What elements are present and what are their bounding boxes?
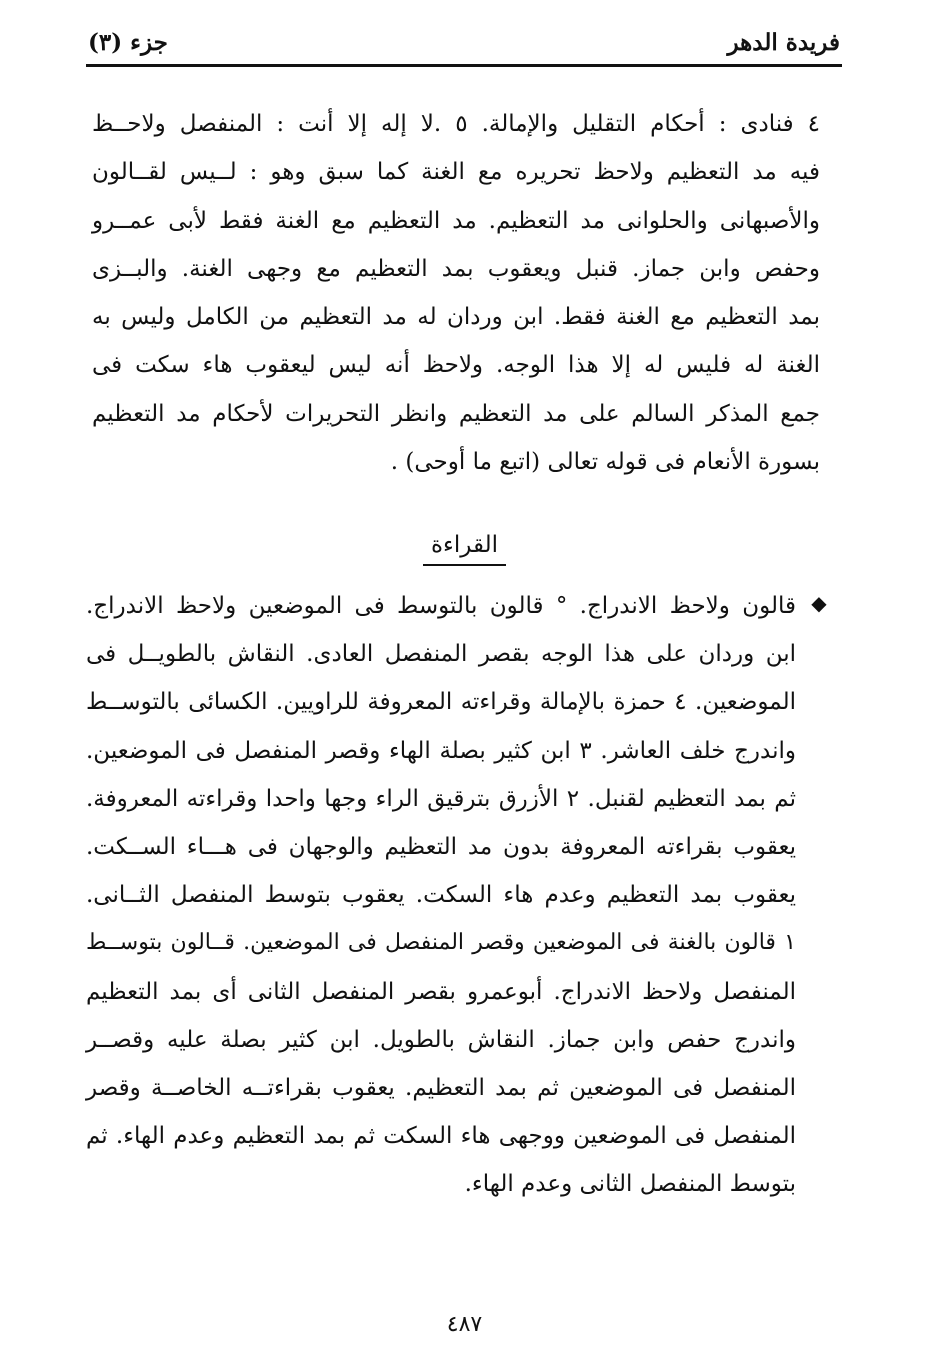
reading-line: واندرج حفص وابن جماز. النقاش بالطويل. ابن كثير بصلة عليه وقصــر bbox=[86, 1026, 796, 1053]
reading-line: يعقوب بمد التعظيم وعدم هاء السكت. يعقوب بتوسط المنفصل الثــانى. bbox=[86, 882, 796, 909]
intro-paragraph bbox=[92, 100, 820, 486]
intro-line: والأصبهانى والحلوانى مد التعظيم. مد التعظيم مع الغنة فقط لأبى عمــرو bbox=[92, 207, 820, 234]
reading-line: يعقوب بقراءته المعروفة بدون مد التعظيم والوجهان فى هـــاء الســكت. bbox=[86, 834, 796, 861]
reading-line: واندرج خلف العاشر. ٣ ابن كثير بصلة الهاء وقصر المنفصل فى الموضعين. bbox=[86, 737, 796, 764]
reading-line: المنفصل فى الموضعين ثم بمد التعظيم. يعقوب بقراءتــه الخاصــة وقصر bbox=[86, 1075, 796, 1102]
intro-line: بمد التعظيم مع الغنة فقط. ابن وردان له مد التعظيم من الكامل وليس به bbox=[92, 304, 820, 331]
intro-line: الغنة له فليس له إلا هذا الوجه. ولاحظ أنه ليس ليعقوب هاء سكت فى bbox=[92, 352, 820, 379]
reading-line: المنفصل فى الموضعين ووجهى هاء السكت ثم بمد التعظيم وعدم الهاء. ثم bbox=[86, 1123, 796, 1150]
reading-line: المنفصل ولاحظ الاندراج. أبوعمرو بقصر المنفصل الثانى أى بمد التعظيم bbox=[86, 978, 796, 1005]
reading-paragraph bbox=[86, 582, 796, 1209]
page-number: ٤٨٧ bbox=[446, 1312, 483, 1337]
reading-line: الموضعين. ٤ حمزة بالإمالة وقراءته المعروفة للراويين. الكسائى بالتوســط bbox=[86, 689, 796, 716]
reading-line: بتوسط المنفصل الثانى وعدم الهاء. bbox=[464, 1171, 796, 1198]
intro-line: وحفص وابن جماز. قنبل ويعقوب بمد التعظيم مع وجهى الغنة. والبــزى bbox=[92, 255, 820, 282]
intro-line: جمع المذكر السالم على مد التعظيم وانظر التحريرات لأحكام مد التعظيم bbox=[92, 400, 820, 427]
diamond-bullet-icon: ◆ bbox=[811, 591, 827, 615]
reading-line: ابن وردان على هذا الوجه بقصر المنفصل العادى. النقاش بالطويــل فى bbox=[86, 641, 796, 668]
reading-line: ١ قالون بالغنة فى الموضعين وقصر المنفصل فى الموضعين. قــالون بتوســط bbox=[86, 930, 796, 956]
intro-line: ٤ فنادى : أحكام التقليل والإمالة. ٥ .لا إله إلا أنت : المنفصل ولاحــظ bbox=[92, 111, 820, 137]
page-header bbox=[88, 22, 840, 62]
section-heading-container bbox=[0, 532, 929, 566]
book-title: فريدة الدهر bbox=[727, 28, 840, 56]
intro-line: فيه مد التعظيم ولاحظ تحريره مع الغنة كما سبق وهو : لــيس لقــالون bbox=[92, 159, 820, 186]
header-divider bbox=[86, 64, 842, 67]
intro-line: بسورة الأنعام فى قوله تعالى (اتبع ما أوحى) . bbox=[390, 449, 820, 476]
reading-line: ثم بمد التعظيم لقنبل. ٢ الأزرق بترقيق الراء وجها واحدا وقراءته المعروفة. bbox=[86, 785, 796, 812]
part-label: جزء (٣) bbox=[88, 28, 168, 56]
section-title: القراءة bbox=[423, 532, 506, 566]
reading-line: قالون ولاحظ الاندراج. ° قالون بالتوسط فى الموضعين ولاحظ الاندراج. bbox=[86, 593, 796, 619]
